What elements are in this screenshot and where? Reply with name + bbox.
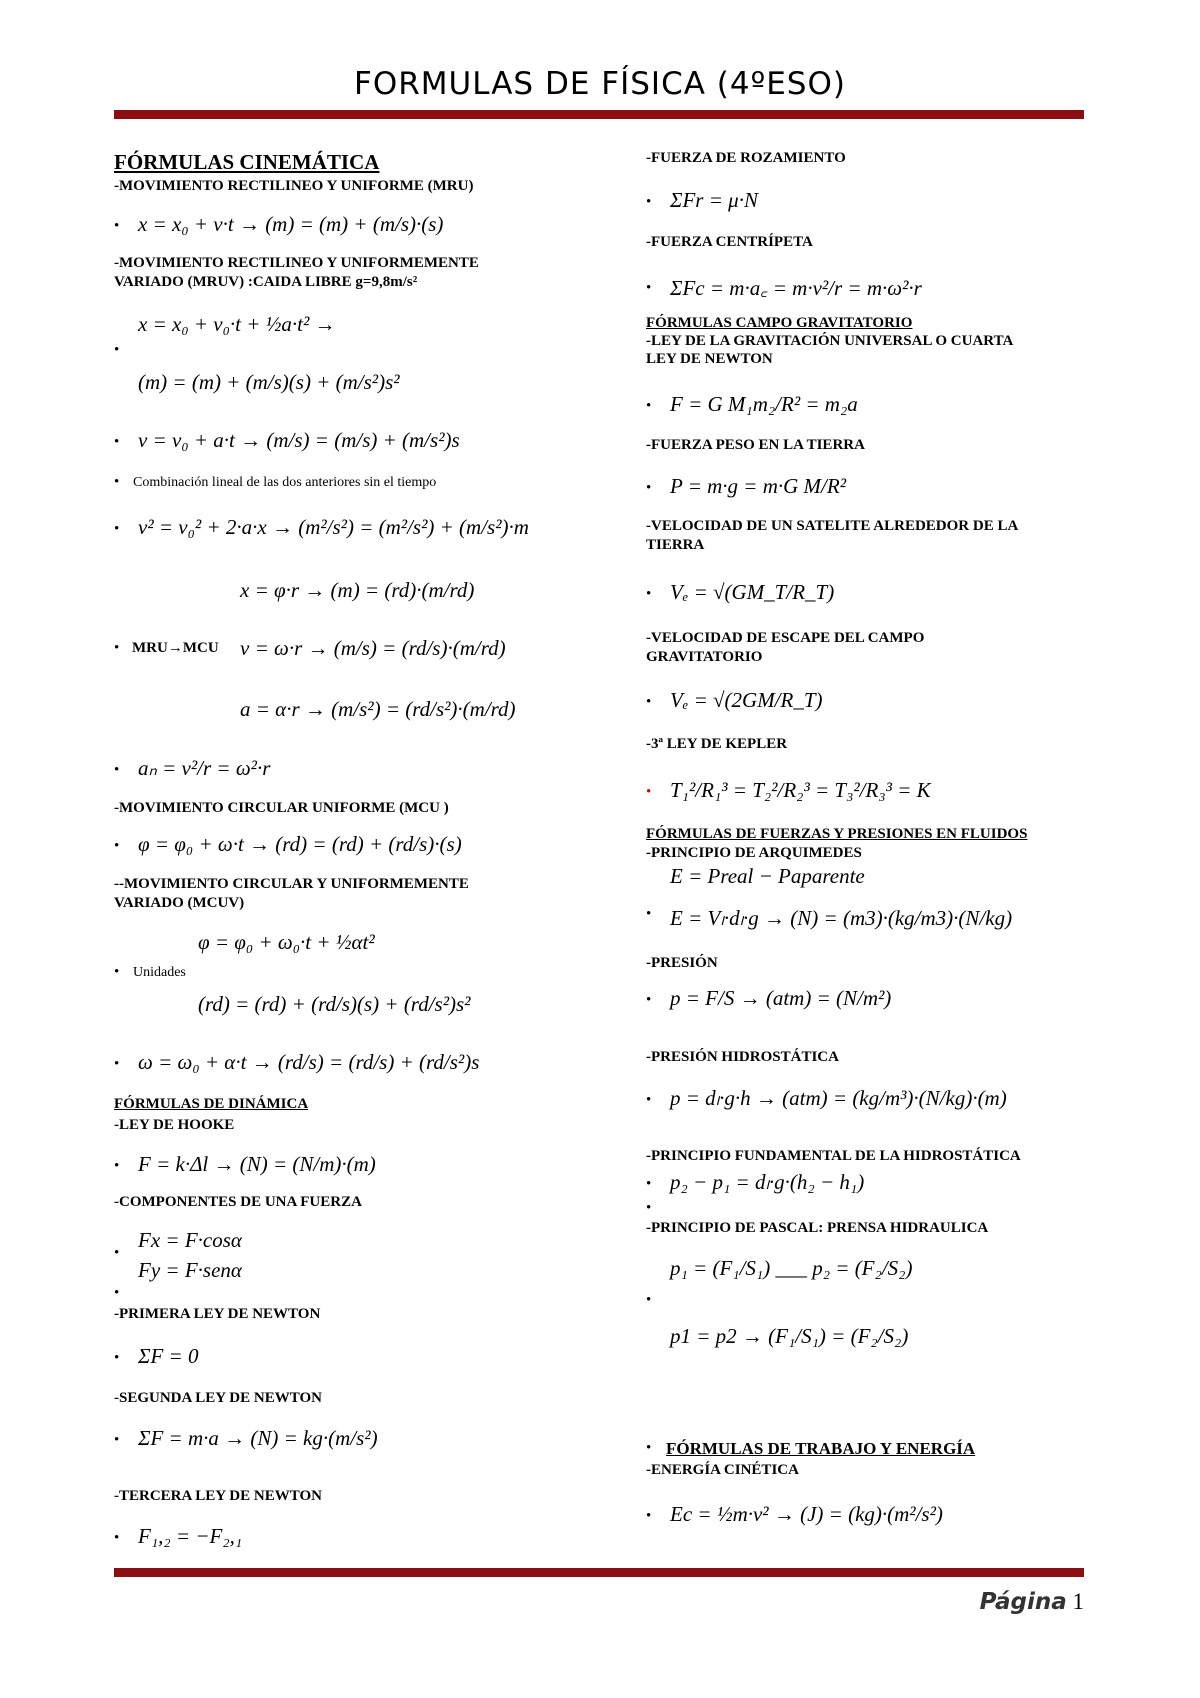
- mcu-equation-1: x = φ·r → (m) = (rd)·(m/rd): [240, 578, 475, 602]
- bullet: •: [114, 1245, 120, 1261]
- mcuv-equation-1b: (rd) = (rd) + (rd/s)(s) + (rd/s²)s²: [198, 992, 471, 1016]
- newton-2-equation: ΣF = m·a → (N) = kg·(m/s²): [138, 1426, 378, 1450]
- bullet: •: [114, 474, 120, 490]
- bullet: •: [646, 694, 652, 710]
- components-equation-2: Fy = F·senα: [138, 1258, 242, 1282]
- bullet: •: [114, 1158, 120, 1174]
- hooke-equation: F = k·Δl → (N) = (N/m)·(m): [138, 1152, 376, 1176]
- normal-acceleration-equation: aₙ = v²/r = ω²·r: [138, 756, 271, 780]
- fluids-heading: FÓRMULAS DE FUERZAS Y PRESIONES EN FLUIDOS: [646, 826, 1028, 842]
- bullet: •: [114, 1056, 120, 1072]
- bullet: •: [646, 1200, 652, 1216]
- top-rule: [114, 110, 1084, 119]
- mcu-equation-4: φ = φ₀ + ω·t → (rd) = (rd) + (rd/s)·(s): [138, 832, 462, 856]
- mruv-equation-1: x = x₀ + v₀·t + ½a·t² →: [138, 312, 336, 336]
- combinacion-note: Combinación lineal de las dos anteriores sin el tiempo: [133, 475, 437, 490]
- mcu-equation-2: v = ω·r → (m/s) = (rd/s)·(m/rd): [240, 636, 506, 660]
- mruv-heading-1: -MOVIMIENTO RECTILINEO Y UNIFORMEMENTE: [114, 255, 479, 271]
- satellite-velocity-heading-1: -VELOCIDAD DE UN SATELITE ALREDEDOR DE LA: [646, 518, 1019, 534]
- friction-equation: ΣFr = μ·N: [670, 188, 758, 212]
- page-title: FORMULAS DE FÍSICA (4ºESO): [354, 66, 846, 102]
- bullet: •: [114, 1530, 120, 1546]
- page-footer: [980, 1589, 1084, 1615]
- bullet: •: [646, 1092, 652, 1108]
- bullet: •: [114, 640, 120, 656]
- pascal-equation-1: p₁ = (F₁/S₁) ___ p₂ = (F₂/S₂): [670, 1256, 913, 1280]
- kinetic-energy-heading: -ENERGÍA CINÉTICA: [646, 1462, 799, 1478]
- bullet: •: [646, 586, 652, 602]
- bullet: •: [114, 521, 120, 537]
- newton-2-heading: -SEGUNDA LEY DE NEWTON: [114, 1390, 322, 1406]
- bullet: •: [646, 398, 652, 414]
- bullet: •: [114, 218, 120, 234]
- mcu-equation-3: a = α·r → (m/s²) = (rd/s²)·(m/rd): [240, 697, 516, 721]
- mcuv-equation-2: ω = ω₀ + α·t → (rd/s) = (rd/s) + (rd/s²)s: [138, 1050, 480, 1074]
- gravitation-heading: FÓRMULAS CAMPO GRAVITATORIO: [646, 315, 913, 331]
- bullet: •: [114, 1432, 120, 1448]
- newton-1-heading: -PRIMERA LEY DE NEWTON: [114, 1306, 321, 1322]
- bullet: •: [646, 280, 652, 296]
- page-number: 1: [1072, 1589, 1084, 1614]
- hydrostatic-pressure-heading: -PRESIÓN HIDROSTÁTICA: [646, 1049, 839, 1065]
- bullet: •: [646, 906, 652, 922]
- pascal-heading: -PRINCIPIO DE PASCAL: PRENSA HIDRAULICA: [646, 1220, 989, 1236]
- bullet: •: [114, 1350, 120, 1366]
- bottom-rule: [114, 1568, 1084, 1577]
- mruv-equation-3: v² = v₀² + 2·a·x → (m²/s²) = (m²/s²) + (m/s²)·m: [138, 515, 529, 539]
- bullet: •: [114, 1285, 120, 1301]
- escape-velocity-equation: Vₑ = √(2GM/R_T): [670, 688, 823, 712]
- hydrostatic-pressure-equation: p = dₗ·g·h → (atm) = (kg/m³)·(N/kg)·(m): [670, 1086, 1007, 1110]
- fundamental-principle-equation: p₂ − p₁ = dₗ·g·(h₂ − h₁): [670, 1170, 865, 1194]
- archimedes-heading: -PRINCIPIO DE ARQUIMEDES: [646, 845, 862, 861]
- satellite-velocity-equation: Vₑ = √(GM_T/R_T): [670, 580, 835, 604]
- pressure-equation: p = F/S → (atm) = (N/m²): [670, 986, 892, 1010]
- bullet: •: [646, 992, 652, 1008]
- unidades-note: Unidades: [133, 965, 186, 980]
- page-label: Página: [979, 1589, 1067, 1615]
- mruv-heading-2: VARIADO (MRUV) :CAIDA LIBRE g=9,8m/s²: [114, 274, 418, 290]
- bullet: •: [114, 762, 120, 778]
- kepler-heading: -3ª LEY DE KEPLER: [646, 736, 788, 752]
- newton-1-equation: ΣF = 0: [138, 1344, 199, 1368]
- bullet: •: [114, 838, 120, 854]
- mruv-equation-2: v = v₀ + a·t → (m/s) = (m/s) + (m/s²)s: [138, 428, 460, 452]
- gravitation-law-1: -LEY DE LA GRAVITACIÓN UNIVERSAL O CUARTA: [646, 333, 1014, 349]
- newton-3-heading: -TERCERA LEY DE NEWTON: [114, 1488, 322, 1504]
- components-equation-1: Fx = F·cosα: [138, 1228, 242, 1252]
- hooke-heading: -LEY DE HOOKE: [114, 1117, 235, 1133]
- components-heading: -COMPONENTES DE UNA FUERZA: [114, 1194, 362, 1210]
- newton-3-equation: F₁,₂ = −F₂,₁: [138, 1524, 243, 1548]
- weight-equation: P = m·g = m·G M/R²: [670, 474, 846, 498]
- work-energy-heading: FÓRMULAS DE TRABAJO Y ENERGÍA: [666, 1439, 976, 1458]
- bullet: •: [114, 342, 120, 358]
- mru-equation: x = x₀ + v·t → (m) = (m) + (m/s)·(s): [138, 212, 444, 236]
- pressure-heading: -PRESIÓN: [646, 955, 718, 971]
- bullet: •: [646, 1508, 652, 1524]
- mru-heading: -MOVIMIENTO RECTILINEO Y UNIFORME (MRU): [114, 178, 474, 194]
- kepler-equation: T₁²/R₁³ = T₂²/R₂³ = T₃²/R₃³ = K: [670, 778, 931, 802]
- satellite-velocity-heading-2: TIERRA: [646, 537, 705, 553]
- dinamica-heading: FÓRMULAS DE DINÁMICA: [114, 1096, 309, 1112]
- bullet: •: [646, 1176, 652, 1192]
- weight-heading: -FUERZA PESO EN LA TIERRA: [646, 437, 865, 453]
- archimedes-equation-1: E = Preal − Paparente: [670, 864, 865, 888]
- centripetal-heading: -FUERZA CENTRÍPETA: [646, 234, 813, 250]
- mruv-equation-1b: (m) = (m) + (m/s)(s) + (m/s²)s²: [138, 370, 400, 394]
- archimedes-equation-2: E = Vₗ·dₗ·g → (N) = (m3)·(kg/m3)·(N/kg): [670, 906, 1013, 930]
- escape-velocity-heading-1: -VELOCIDAD DE ESCAPE DEL CAMPO: [646, 630, 925, 646]
- gravitation-law-2: LEY DE NEWTON: [646, 351, 773, 367]
- bullet: •: [114, 964, 120, 980]
- mcuv-equation-1: φ = φ₀ + ω₀·t + ½αt²: [198, 930, 375, 954]
- cinematica-heading: FÓRMULAS CINEMÁTICA: [114, 150, 380, 174]
- mcu-heading: -MOVIMIENTO CIRCULAR UNIFORME (MCU ): [114, 800, 449, 816]
- bullet: •: [646, 480, 652, 496]
- bullet: •: [646, 1292, 652, 1308]
- bullet: •: [646, 1440, 652, 1456]
- kinetic-energy-equation: Ec = ½m·v² → (J) = (kg)·(m²/s²): [670, 1502, 943, 1526]
- escape-velocity-heading-2: GRAVITATORIO: [646, 649, 763, 665]
- friction-heading: -FUERZA DE ROZAMIENTO: [646, 150, 846, 166]
- gravitation-equation: F = G M₁m₂/R² = m₂a: [670, 392, 858, 416]
- mcuv-heading-2: VARIADO (MCUV): [114, 895, 245, 911]
- pascal-equation-2: p1 = p2 → (F₁/S₁) = (F₂/S₂): [670, 1324, 909, 1348]
- bullet: •: [646, 784, 652, 800]
- fundamental-principle-heading: -PRINCIPIO FUNDAMENTAL DE LA HIDROSTÁTICA: [646, 1148, 1021, 1164]
- mru-mcu-label: MRU→MCU: [132, 640, 219, 656]
- bullet: •: [646, 194, 652, 210]
- centripetal-equation: ΣFc = m·a꜀ = m·v²/r = m·ω²·r: [670, 276, 922, 300]
- bullet: •: [114, 434, 120, 450]
- mcuv-heading-1: --MOVIMIENTO CIRCULAR Y UNIFORMEMENTE: [114, 876, 469, 892]
